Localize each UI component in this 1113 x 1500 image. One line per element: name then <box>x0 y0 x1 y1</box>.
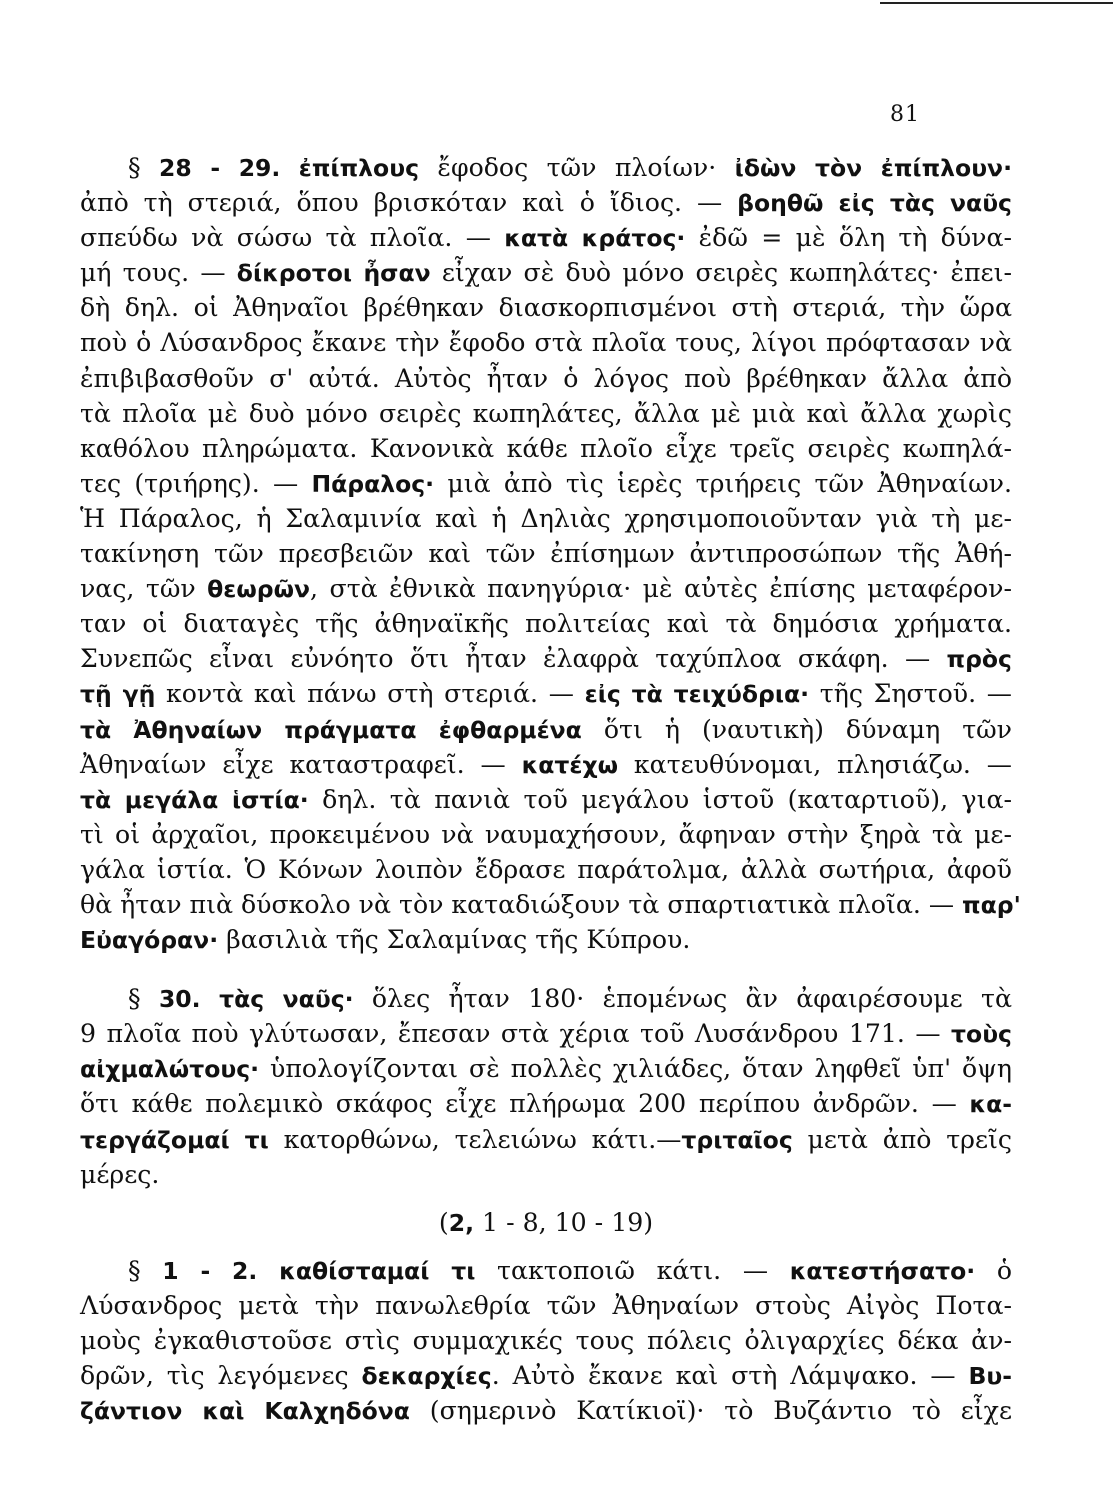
bold-term: δίκροτοι ἦσαν <box>236 259 431 288</box>
text-run: ὑπολογίζονται σὲ πολλὲς χιλιάδες, ὅταν ληφθεῖ ὑπ' ὄψη <box>259 1054 1012 1084</box>
bold-term: κατέχω <box>521 750 619 779</box>
section-reference <box>80 1205 1012 1240</box>
text-run: τὶ οἱ ἀρχαῖοι, προκειμένου νὰ ναυμαχήσουν, ἄφηναν στὴν ξηρὰ τὰ με- <box>80 819 1012 849</box>
text-run: μοὺς ἐγκαθιστοῦσε στὶς συμμαχικές τους πόλεις ὀλιγαρχίες δέκα ἀν- <box>80 1326 1012 1355</box>
commentary-text <box>80 150 1021 1428</box>
text-line <box>80 712 1012 747</box>
paragraph-gap <box>80 957 1012 981</box>
text-line <box>80 981 1012 1016</box>
text-line <box>80 1122 1012 1157</box>
text-run: τακίνηση τῶν πρεσβειῶν καὶ τῶν ἐπίσημων ἀντιπροσώπων τῆς Ἀθή- <box>80 539 1012 569</box>
text-line <box>80 852 1012 887</box>
text-run: § <box>128 1255 163 1285</box>
bold-term: πρὸς <box>946 645 1012 674</box>
text-run: . Αὐτὸ ἔκανε καὶ στὴ Λάμψακο. — <box>491 1361 969 1391</box>
text-line <box>80 922 1012 957</box>
bold-term: τεργάζομαί τι <box>80 1125 269 1154</box>
text-run: δρῶν, τὶς λεγόμενες <box>80 1361 362 1391</box>
text-line <box>80 1051 1012 1086</box>
text-line <box>80 887 1021 922</box>
text-line <box>80 571 1012 606</box>
text-line <box>80 1253 1012 1288</box>
bold-term: τοὺς <box>951 1020 1012 1049</box>
bold-term: βοηθῶ εἰς τὰς ναῦς <box>737 189 1012 218</box>
text-run: μετὰ ἀπὸ τρεῖς <box>792 1124 1012 1154</box>
text-run: 9 πλοῖα ποὺ γλύτωσαν, ἔπεσαν στὰ χέρια τοῦ Λυσάνδρου 171. — <box>80 1019 952 1049</box>
text-run: μιὰ ἀπὸ τὶς ἱερὲς τριήρεις τῶν Ἀθηναίων. <box>434 468 1012 498</box>
bold-term: τὰ μεγάλα ἱστία· <box>80 785 309 814</box>
bold-term: 1 - 2. καθίσταμαί τι <box>162 1256 476 1285</box>
text-run: § <box>128 984 159 1014</box>
text-run: νας, τῶν <box>80 574 208 604</box>
text-line <box>80 1323 1012 1358</box>
bold-term: Εὐαγόραν· <box>80 926 219 955</box>
bold-term: κατεστήσατο· <box>789 1256 976 1285</box>
text-line <box>80 220 1012 255</box>
text-line <box>80 606 1012 641</box>
bold-term: δεκαρχίες <box>361 1362 492 1391</box>
text-run: τὰ πλοῖα μὲ δυὸ μόνο σειρὲς κωπηλάτες, ἄλλα μὲ μιὰ καὶ ἄλλα χωρὶς <box>80 398 1012 428</box>
bold-term: 30. τὰς ναῦς· <box>158 985 354 1014</box>
text-line <box>80 1288 1012 1323</box>
text-run <box>280 153 298 182</box>
text-run: , στὰ ἐθνικὰ πανηγύρια· μὲ αὐτὲς ἐπίσης μεταφέρον- <box>310 574 1012 604</box>
text-line <box>80 1157 1012 1192</box>
text-run: τες (τριήρης). — <box>80 468 312 498</box>
text-run: (σημερινὸ Κατίκιοϊ)· τὸ Βυζάντιο τὸ εἶχε <box>409 1396 1012 1426</box>
text-run: ταν οἱ διαταγὲς τῆς ἀθηναϊκῆς πολιτείας καὶ τὰ δημόσια χρήματα. <box>80 609 1012 639</box>
bold-term: ἰδὼν τὸν ἐπίπλουν· <box>734 154 1012 182</box>
bold-term: 28 - 29. <box>159 154 281 182</box>
text-line <box>80 641 1012 676</box>
text-line <box>80 782 1012 817</box>
text-line <box>80 431 1012 466</box>
text-run: κατορθώνω, τελειώνω κάτι.— <box>268 1124 682 1154</box>
text-run: ἐπιβιβασθοῦν σ' αὐτά. Αὐτὸς ἦταν ὁ λόγος ποὺ βρέθηκαν ἄλλα ἀπὸ <box>80 363 1012 393</box>
text-run: ποὺ ὁ Λύσανδρος ἔκανε τὴν ἔφοδο στὰ πλοῖα τους, λίγοι πρόφτασαν νὰ <box>80 328 1012 358</box>
text-run: Ἡ Πάραλος, ἡ Σαλαμινία καὶ ἡ Δηλιὰς χρησιμοποιοῦνταν γιὰ τὴ με- <box>80 503 1012 533</box>
text-run: τακτοποιῶ κάτι. — <box>475 1255 790 1285</box>
text-run: σπεύδω νὰ σώσω τὰ πλοῖα. — <box>80 223 505 253</box>
text-line <box>80 536 1012 571</box>
text-line <box>80 1393 1012 1428</box>
bold-term: τῇ γῇ <box>80 680 156 709</box>
bold-term: κατὰ κράτος· <box>504 224 686 253</box>
text-run: κατευθύνομαι, πλησιάζω. — <box>618 749 1012 779</box>
text-run: καθόλου πληρώματα. Κανονικὰ κάθε πλοῖο εἶχε τρεῖς σειρὲς κωπηλά- <box>80 433 1012 463</box>
text-run: ὅλες ἦταν 180· ἑπομένως ἂν ἀφαιρέσουμε τὰ <box>353 984 1012 1014</box>
bold-term: ζάντιον καὶ Καλχηδόνα <box>80 1397 410 1426</box>
text-run: τῆς Σηστοῦ. — <box>809 679 1012 709</box>
text-line <box>80 396 1012 431</box>
text-run: Ἀθηναίων εἶχε καταστραφεῖ. — <box>80 749 522 779</box>
text-line <box>80 150 1012 185</box>
text-line <box>80 325 1012 360</box>
text-run: ὁ <box>975 1255 1013 1285</box>
text-line <box>80 676 1012 711</box>
text-run: μή τους. — <box>80 258 237 288</box>
text-line <box>80 501 1012 536</box>
text-line <box>80 747 1012 782</box>
text-run: γάλα ἱστία. Ὁ Κόνων λοιπὸν ἔδρασε παράτολμα, ἀλλὰ σωτήρια, ἀφοῦ <box>80 854 1012 884</box>
text-run: θὰ ἦταν πιὰ δύσκολο νὰ τὸν καταδιώξουν τὰ σπαρτιατικὰ πλοῖα. — <box>80 889 963 919</box>
text-run: ἀπὸ τὴ στεριά, ὅπου βρισκόταν καὶ ὁ ἴδιος. — <box>80 188 738 218</box>
text-line <box>80 290 1012 325</box>
text-run: βασιλιὰ τῆς Σαλαμίνας τῆς Κύπρου. <box>218 925 691 955</box>
text-line <box>80 1016 1012 1051</box>
text-line <box>80 185 1012 220</box>
bold-term: τριταῖος <box>681 1125 793 1154</box>
bold-term: τὰ Ἀθηναίων πράγματα ἐφθαρμένα <box>80 715 582 744</box>
text-line <box>80 255 1012 290</box>
bold-term: θεωρῶν <box>207 575 311 604</box>
text-run: εἶχαν σὲ δυὸ μόνο σειρὲς κωπηλάτες· ἐπει- <box>430 258 1012 288</box>
text-run: ὅτι κάθε πολεμικὸ σκάφος εἶχε πλήρωμα 200 περίπου ἀνδρῶν. — <box>80 1089 970 1119</box>
text-run: κοντὰ καὶ πάνω στὴ στεριά. — <box>155 679 585 709</box>
text-run: μέρες. <box>80 1159 160 1189</box>
bold-term: 2, <box>448 1208 475 1237</box>
text-run: 1 - 8, 10 - 19) <box>474 1207 654 1237</box>
text-run: δὴ δηλ. οἱ Ἀθηναῖοι βρέθηκαν διασκορπισμένοι στὴ στεριά, τὴν ὥρα <box>80 293 1012 323</box>
bold-term: παρ' <box>962 890 1021 919</box>
text-run: § <box>128 153 160 182</box>
text-run: ὅτι ἡ (ναυτικὴ) δύναμη τῶν <box>581 714 1012 744</box>
bold-term: Πάραλος· <box>311 469 435 498</box>
page-top-rule <box>880 2 1113 4</box>
text-run: Λύσανδρος μετὰ τὴν πανωλεθρία τῶν Ἀθηναίων στοὺς Αἰγὸς Ποτα- <box>80 1290 1012 1320</box>
text-run: ἔφοδος τῶν πλοίων· <box>419 153 735 182</box>
text-line <box>80 1358 1012 1393</box>
text-run: ἐδῶ = μὲ ὅλη τὴ δύνα- <box>685 223 1012 253</box>
bold-term: Βυ- <box>968 1362 1012 1391</box>
text-run: Συνεπῶς εἶναι εὐνόητο ὅτι ἦταν ἐλαφρὰ ταχύπλοα σκάφη. — <box>80 644 947 674</box>
text-line <box>80 361 1012 396</box>
text-line <box>80 1086 1012 1121</box>
text-line <box>80 466 1012 501</box>
bold-term: κα- <box>969 1090 1012 1119</box>
text-run: δηλ. τὰ πανιὰ τοῦ μεγάλου ἱστοῦ (καταρτιοῦ), για- <box>308 784 1013 814</box>
text-run: ( <box>438 1207 449 1237</box>
text-line <box>80 817 1012 852</box>
bold-term: ἐπίπλους <box>298 154 419 182</box>
bold-term: εἰς τὰ τειχύδρια· <box>584 680 810 709</box>
bold-term: αἰχμαλώτους· <box>80 1055 260 1084</box>
page-number: 81 <box>890 102 920 127</box>
